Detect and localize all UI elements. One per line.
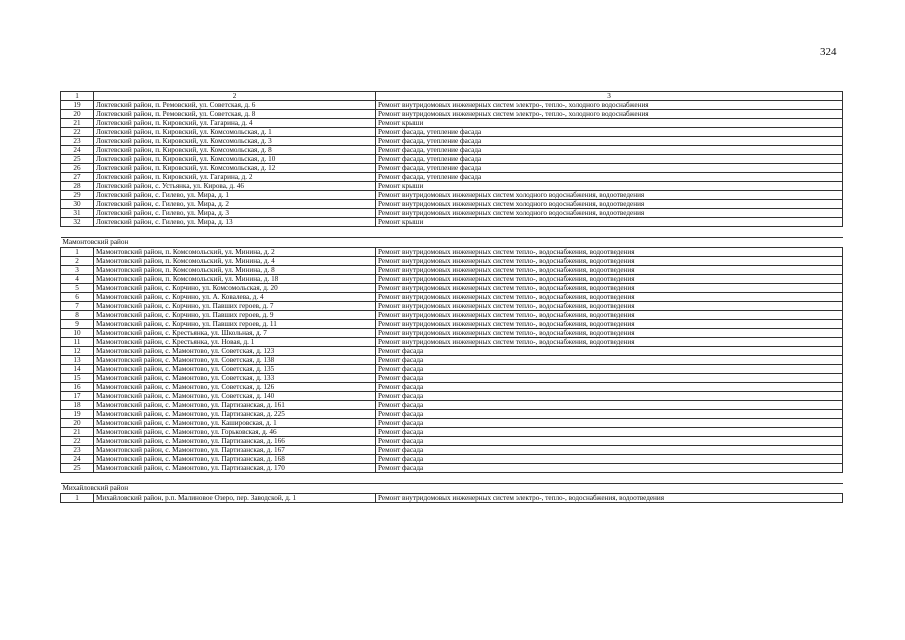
section-heading-row — [61, 238, 843, 248]
row-number: 22 — [61, 437, 94, 446]
row-address: Мамонтовский район, п. Комсомольский, ул. Минина, д. 8 — [94, 266, 376, 275]
row-work-type: Ремонт внутридомовых инженерных систем тепло-, водоснабжения, водоотведения — [376, 329, 843, 338]
row-number: 23 — [61, 446, 94, 455]
row-number: 14 — [61, 365, 94, 374]
row-address: Локтевский район, п. Кировский, ул. Комсомольская, д. 10 — [94, 155, 376, 164]
table-row — [61, 173, 843, 182]
table-row — [61, 293, 843, 302]
row-address: Мамонтовский район, п. Комсомольский, ул. Минина, д. 4 — [94, 257, 376, 266]
row-address: Мамонтовский район, с. Мамонтово, ул. Партизанская, д. 225 — [94, 410, 376, 419]
row-work-type: Ремонт фасада — [376, 446, 843, 455]
row-address: Локтевский район, п. Кировский, ул. Комсомольская, д. 3 — [94, 137, 376, 146]
row-work-type: Ремонт фасада, утепление фасада — [376, 164, 843, 173]
row-address: Мамонтовский район, с. Мамонтово, ул. Партизанская, д. 161 — [94, 401, 376, 410]
row-number: 9 — [61, 320, 94, 329]
row-number: 20 — [61, 419, 94, 428]
row-number: 24 — [61, 146, 94, 155]
row-work-type: Ремонт внутридомовых инженерных систем холодного водоснабжения, водоотведения — [376, 200, 843, 209]
table-row — [61, 365, 843, 374]
row-work-type: Ремонт внутридомовых инженерных систем тепло-, водоснабжения, водоотведения — [376, 293, 843, 302]
table-row — [61, 311, 843, 320]
row-work-type: Ремонт внутридомовых инженерных систем электро-, тепло-, холодного водоснабжения — [376, 101, 843, 110]
row-work-type: Ремонт внутридомовых инженерных систем тепло-, водоснабжения, водоотведения — [376, 275, 843, 284]
row-number: 3 — [61, 266, 94, 275]
row-work-type: Ремонт фасада, утепление фасада — [376, 137, 843, 146]
table-row — [61, 329, 843, 338]
row-address: Мамонтовский район, с. Мамонтово, ул. Советская, д. 133 — [94, 374, 376, 383]
row-address: Мамонтовский район, с. Мамонтово, ул. Советская, д. 123 — [94, 347, 376, 356]
row-work-type: Ремонт внутридомовых инженерных систем тепло-, водоснабжения, водоотведения — [376, 248, 843, 257]
row-address: Локтевский район, п. Кировский, ул. Комсомольская, д. 8 — [94, 146, 376, 155]
row-address: Михайловский район, р.п. Малиновое Озеро, пер. Заводской, д. 1 — [94, 494, 376, 503]
row-number: 32 — [61, 218, 94, 227]
row-number: 23 — [61, 137, 94, 146]
table-row — [61, 338, 843, 347]
row-address: Мамонтовский район, с. Корчино, ул. Павших героев, д. 11 — [94, 320, 376, 329]
table-row — [61, 320, 843, 329]
row-address: Мамонтовский район, с. Мамонтово, ул. Партизанская, д. 166 — [94, 437, 376, 446]
row-number: 12 — [61, 347, 94, 356]
table-row — [61, 248, 843, 257]
row-number: 5 — [61, 284, 94, 293]
table-row — [61, 446, 843, 455]
page-number: 324 — [820, 46, 837, 58]
row-number: 16 — [61, 383, 94, 392]
row-work-type: Ремонт внутридомовых инженерных систем тепло-, водоснабжения, водоотведения — [376, 257, 843, 266]
row-number: 25 — [61, 464, 94, 473]
row-address: Локтевский район, с. Гилево, ул. Мира, д. 2 — [94, 200, 376, 209]
row-address: Мамонтовский район, с. Мамонтово, ул. Партизанская, д. 167 — [94, 446, 376, 455]
table-row — [61, 119, 843, 128]
row-address: Локтевский район, п. Кировский, ул. Гагарина, д. 2 — [94, 173, 376, 182]
table-row — [61, 494, 843, 503]
row-work-type: Ремонт внутридомовых инженерных систем тепло-, водоснабжения, водоотведения — [376, 302, 843, 311]
row-work-type: Ремонт внутридомовых инженерных систем тепло-, водоснабжения, водоотведения — [376, 338, 843, 347]
row-number: 11 — [61, 338, 94, 347]
row-work-type: Ремонт крыши — [376, 182, 843, 191]
row-address: Мамонтовский район, с. Корчино, ул. А. Ковалева, д. 4 — [94, 293, 376, 302]
row-work-type: Ремонт фасада — [376, 464, 843, 473]
table-row — [61, 164, 843, 173]
row-number: 7 — [61, 302, 94, 311]
section-spacer — [61, 473, 843, 484]
row-work-type: Ремонт фасада — [376, 383, 843, 392]
table-row — [61, 266, 843, 275]
row-address: Мамонтовский район, с. Корчино, ул. Павших героев, д. 7 — [94, 302, 376, 311]
row-number: 13 — [61, 356, 94, 365]
repair-table — [60, 91, 843, 503]
row-number: 15 — [61, 374, 94, 383]
row-work-type: Ремонт внутридомовых инженерных систем тепло-, водоснабжения, водоотведения — [376, 266, 843, 275]
section-heading: Мамонтовский район — [62, 238, 129, 246]
table-row — [61, 392, 843, 401]
row-address: Мамонтовский район, с. Корчино, ул. Павших героев, д. 9 — [94, 311, 376, 320]
row-address: Мамонтовский район, с. Мамонтово, ул. Горьковская, д. 46 — [94, 428, 376, 437]
row-work-type: Ремонт фасада — [376, 437, 843, 446]
section-spacer — [61, 227, 843, 238]
row-number: 1 — [61, 494, 94, 503]
row-work-type: Ремонт фасада — [376, 401, 843, 410]
row-address: Локтевский район, с. Гилево, ул. Мира, д. 3 — [94, 209, 376, 218]
row-address: Мамонтовский район, с. Крестьянка, ул. Школьная, д. 7 — [94, 329, 376, 338]
row-address: Локтевский район, п. Кировский, ул. Комсомольская, д. 12 — [94, 164, 376, 173]
row-number: 24 — [61, 455, 94, 464]
row-address: Локтевский район, п. Ремовский, ул. Советская, д. 6 — [94, 101, 376, 110]
row-number: 4 — [61, 275, 94, 284]
row-number: 2 — [61, 257, 94, 266]
row-address: Мамонтовский район, с. Мамонтово, ул. Кашировская, д. 1 — [94, 419, 376, 428]
row-work-type: Ремонт внутридомовых инженерных систем тепло-, водоснабжения, водоотведения — [376, 284, 843, 293]
row-number: 27 — [61, 173, 94, 182]
row-work-type: Ремонт внутридомовых инженерных систем холодного водоснабжения, водоотведения — [376, 209, 843, 218]
row-number: 31 — [61, 209, 94, 218]
row-address: Мамонтовский район, с. Мамонтово, ул. Партизанская, д. 168 — [94, 455, 376, 464]
table-body — [61, 92, 843, 503]
table-row — [61, 356, 843, 365]
table-row — [61, 383, 843, 392]
table-header-row — [61, 92, 843, 101]
row-address: Мамонтовский район, с. Мамонтово, ул. Советская, д. 126 — [94, 383, 376, 392]
row-work-type: Ремонт фасада — [376, 428, 843, 437]
table-row — [61, 257, 843, 266]
row-address: Мамонтовский район, с. Крестьянка, ул. Новая, д. 1 — [94, 338, 376, 347]
row-work-type: Ремонт крыши — [376, 119, 843, 128]
spacer-cell — [61, 473, 843, 484]
table-row — [61, 437, 843, 446]
table-row — [61, 347, 843, 356]
row-work-type: Ремонт фасада — [376, 419, 843, 428]
row-number: 30 — [61, 200, 94, 209]
row-work-type: Ремонт фасада — [376, 410, 843, 419]
row-work-type: Ремонт фасада — [376, 455, 843, 464]
row-number: 1 — [61, 248, 94, 257]
row-address: Локтевский район, п. Кировский, ул. Комсомольская, д. 1 — [94, 128, 376, 137]
table-row — [61, 419, 843, 428]
row-work-type: Ремонт фасада, утепление фасада — [376, 155, 843, 164]
table-row — [61, 302, 843, 311]
row-number: 20 — [61, 110, 94, 119]
row-address: Мамонтовский район, с. Мамонтово, ул. Советская, д. 140 — [94, 392, 376, 401]
table-row — [61, 146, 843, 155]
row-number: 25 — [61, 155, 94, 164]
row-number: 10 — [61, 329, 94, 338]
table-row — [61, 209, 843, 218]
table-row — [61, 374, 843, 383]
row-number: 17 — [61, 392, 94, 401]
row-work-type: Ремонт крыши — [376, 218, 843, 227]
table-row — [61, 155, 843, 164]
table-row — [61, 200, 843, 209]
row-address: Мамонтовский район, с. Мамонтово, ул. Советская, д. 138 — [94, 356, 376, 365]
table-row — [61, 137, 843, 146]
table-row — [61, 464, 843, 473]
row-number: 26 — [61, 164, 94, 173]
row-work-type: Ремонт фасада, утепление фасада — [376, 128, 843, 137]
section-heading-row — [61, 484, 843, 494]
header-col-2: 2 — [94, 92, 376, 101]
row-work-type: Ремонт внутридомовых инженерных систем электро-, тепло-, холодного водоснабжения — [376, 110, 843, 119]
section-heading: Михайловский район — [62, 484, 129, 492]
row-number: 21 — [61, 428, 94, 437]
header-col-3: 3 — [376, 92, 843, 101]
row-work-type: Ремонт внутридомовых инженерных систем тепло-, водоснабжения, водоотведения — [376, 311, 843, 320]
row-number: 19 — [61, 101, 94, 110]
header-col-1: 1 — [61, 92, 94, 101]
table-row — [61, 101, 843, 110]
row-work-type: Ремонт фасада — [376, 392, 843, 401]
row-work-type: Ремонт фасада — [376, 356, 843, 365]
spacer-cell — [61, 227, 843, 238]
row-address: Локтевский район, п. Кировский, ул. Гагарина, д. 4 — [94, 119, 376, 128]
row-number: 28 — [61, 182, 94, 191]
row-address: Локтевский район, п. Ремовский, ул. Советская, д. 8 — [94, 110, 376, 119]
row-work-type: Ремонт фасада — [376, 347, 843, 356]
table-row — [61, 182, 843, 191]
table-row — [61, 128, 843, 137]
table-row — [61, 110, 843, 119]
row-number: 18 — [61, 401, 94, 410]
row-work-type: Ремонт фасада, утепление фасада — [376, 146, 843, 155]
row-work-type: Ремонт внутридомовых инженерных систем электро-, тепло-, водоснабжения, водоотведения — [376, 494, 843, 503]
row-address: Локтевский район, с. Устьянка, ул. Кирова, д. 46 — [94, 182, 376, 191]
row-address: Мамонтовский район, п. Комсомольский, ул. Минина, д. 2 — [94, 248, 376, 257]
table-row — [61, 410, 843, 419]
table-row — [61, 401, 843, 410]
row-address: Локтевский район, с. Гилево, ул. Мира, д. 1 — [94, 191, 376, 200]
row-work-type: Ремонт внутридомовых инженерных систем тепло-, водоснабжения, водоотведения — [376, 320, 843, 329]
row-number: 8 — [61, 311, 94, 320]
row-number: 21 — [61, 119, 94, 128]
row-address: Мамонтовский район, с. Корчино, ул. Комсомольская, д. 20 — [94, 284, 376, 293]
row-work-type: Ремонт фасада — [376, 374, 843, 383]
row-number: 6 — [61, 293, 94, 302]
row-number: 22 — [61, 128, 94, 137]
row-work-type: Ремонт фасада, утепление фасада — [376, 173, 843, 182]
row-number: 29 — [61, 191, 94, 200]
table-row — [61, 218, 843, 227]
row-address: Локтевский район, с. Гилево, ул. Мира, д. 13 — [94, 218, 376, 227]
row-address: Мамонтовский район, с. Мамонтово, ул. Советская, д. 135 — [94, 365, 376, 374]
row-address: Мамонтовский район, п. Комсомольский, ул. Минина, д. 18 — [94, 275, 376, 284]
row-work-type: Ремонт внутридомовых инженерных систем холодного водоснабжения, водоотведения — [376, 191, 843, 200]
row-number: 19 — [61, 410, 94, 419]
table-row — [61, 275, 843, 284]
table-row — [61, 455, 843, 464]
row-work-type: Ремонт фасада — [376, 365, 843, 374]
row-address: Мамонтовский район, с. Мамонтово, ул. Партизанская, д. 170 — [94, 464, 376, 473]
table-row — [61, 428, 843, 437]
table-row — [61, 191, 843, 200]
table-row — [61, 284, 843, 293]
